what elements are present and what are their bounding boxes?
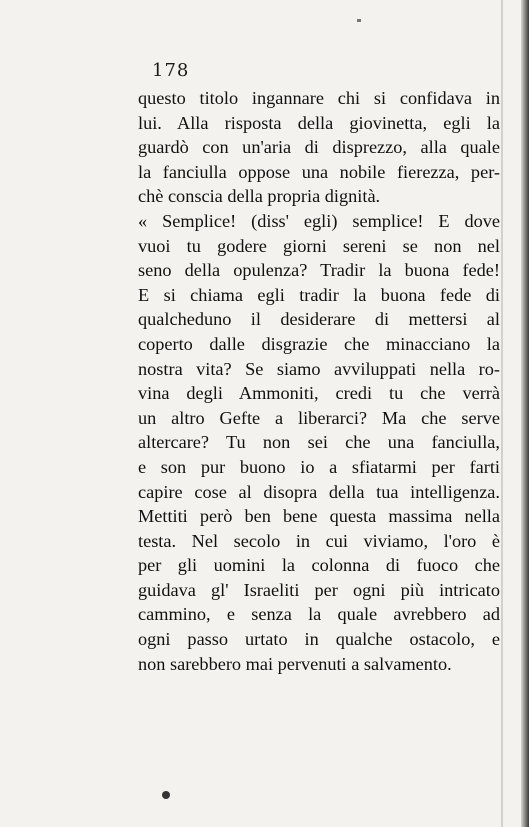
- text-line: non sarebbero mai pervenuti a salvamento.: [138, 653, 452, 674]
- text-line: per gli uomini la colonna di fuoco che: [138, 555, 500, 576]
- text-line: seno della opulenza? Tradir la buona fede!: [138, 260, 500, 281]
- page-fold: [501, 0, 503, 827]
- text-line: guardò con un'aria di disprezzo, alla quale: [138, 137, 500, 158]
- text-line: lui. Alla risposta della giovinetta, egli la: [138, 112, 500, 133]
- text-line: ogni passo urtato in qualche ostacolo, e: [138, 629, 500, 650]
- text-line: chè conscia della propria dignità.: [138, 186, 381, 207]
- text-line: « Semplice! (diss' egli) semplice! E dove: [138, 210, 500, 231]
- text-line: vina degli Ammoniti, credi tu che verrà: [138, 383, 500, 404]
- text-line: testa. Nel secolo in cui viviamo, l'oro è: [138, 530, 500, 551]
- text-line: cammino, e senza la quale avrebbero ad: [138, 604, 500, 625]
- book-spine-shadow: [521, 0, 529, 827]
- text-line: altercare? Tu non sei che una fanciulla,: [138, 432, 500, 453]
- text-line: E si chiama egli tradir la buona fede di: [138, 284, 500, 305]
- ink-dot: [162, 791, 170, 799]
- text-line: coperto dalle disgrazie che minacciano la: [138, 333, 500, 354]
- page-number: 178: [152, 60, 190, 81]
- print-speck: [357, 19, 361, 22]
- text-line: qualcheduno il desiderare di mettersi al: [138, 309, 500, 330]
- text-line: la fanciulla oppose una nobile fierezza, per-: [138, 161, 500, 182]
- text-line: e son pur buono io a sfiatarmi per farti: [138, 456, 500, 477]
- text-line: vuoi tu godere giorni sereni se non nel: [138, 235, 500, 256]
- body-text: [138, 86, 500, 676]
- text-line: un altro Gefte a liberarci? Ma che serve: [138, 407, 500, 428]
- text-line: nostra vita? Se siamo avviluppati nella ro-: [138, 358, 500, 379]
- text-line: Mettiti però ben bene questa massima nella: [138, 506, 500, 527]
- text-line: capire cose al disopra della tua intelligenza.: [138, 481, 500, 502]
- text-line: questo titolo ingannare chi si confidava in: [138, 88, 500, 108]
- text-line: guidava gl' Israeliti per ogni più intricato: [138, 579, 500, 600]
